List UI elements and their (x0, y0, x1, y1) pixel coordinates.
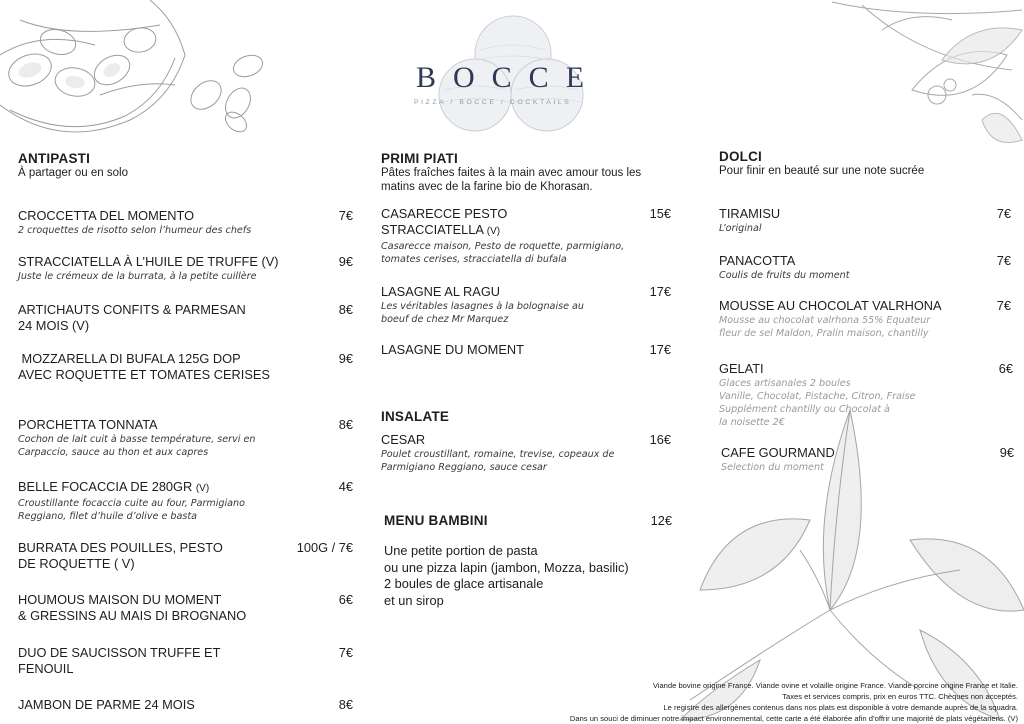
item-description-line-1: Casarecce maison, Pesto de roquette, parmigiano, (381, 241, 625, 252)
item-description-line-1: Glaces artisanales 2 boules (719, 378, 851, 389)
item-name-line-1: MOZZARELLA DI BUFALA 125G DOP (18, 351, 241, 366)
menu-item (381, 284, 671, 326)
item-name-line-2: AVEC ROQUETTE ET TOMATES CERISES (18, 367, 270, 382)
menu-item (18, 697, 353, 713)
insalate-title: INSALATE (381, 409, 450, 424)
antipasti-section (18, 151, 353, 180)
item-name-line-1: ARTICHAUTS CONFITS & PARMESAN (18, 302, 246, 317)
item-name: BELLE FOCACCIA DE 280GR (18, 479, 193, 494)
menu-item (18, 208, 353, 237)
menu-item (719, 298, 1011, 340)
item-description: Coulis de fruits du moment (719, 270, 850, 281)
item-description-line-4: la noisette 2€ (719, 417, 785, 428)
item-name-line-1: BURRATA DES POUILLES, PESTO (18, 540, 223, 555)
item-name-row (381, 222, 671, 240)
item-price: 7€ (338, 208, 353, 223)
item-name: LASAGNE AL RAGU (381, 284, 501, 299)
item-name: GELATI (719, 361, 764, 376)
item-price: 9€ (999, 445, 1014, 460)
item-name: CESAR (381, 432, 426, 447)
menu-item (18, 302, 353, 334)
section-subtitle: À partager ou en solo (18, 167, 128, 179)
item-description: 2 croquettes de risotto selon l’humeur des chefs (18, 225, 252, 236)
item-price: 17€ (649, 342, 671, 357)
item-description-line-2: fleur de sel Maldon, Pralin maison, chantilly (719, 328, 929, 339)
item-price: 8€ (338, 302, 353, 317)
item-price: 4€ (338, 479, 353, 494)
item-name-line-2: & GRESSINS AU MAIS DI BROGNANO (18, 608, 247, 623)
item-price: 15€ (649, 206, 671, 221)
menu-item (18, 645, 353, 677)
item-price: 9€ (338, 254, 353, 269)
item-name-line-1: CASARECCE PESTO (381, 206, 508, 221)
bambini-line: 2 boules de glace artisanale (384, 576, 544, 591)
vegetarian-tag: (V) (486, 226, 501, 237)
menu-item (18, 540, 353, 572)
item-description-line-1: Les véritables lasagnes à la bolognaise au (381, 301, 585, 312)
item-description-line-3: Supplément chantilly ou Chocolat à (719, 404, 890, 415)
item-name-line-2: 24 MOIS (V) (18, 318, 90, 333)
brand-name: BOCCE (416, 61, 602, 94)
item-name-row (18, 479, 353, 497)
item-name-line-2: DE ROQUETTE ( V) (18, 556, 135, 571)
vegetarian-tag: (V) (195, 483, 210, 494)
item-name: LASAGNE DU MOMENT (381, 342, 524, 357)
footer-line: Viande bovine origine France. Viande ovine et volaille origine France. Viande porcine origine France et Italie. (652, 681, 1018, 690)
item-name: STRACCIATELLA À L’HUILE DE TRUFFE (V) (18, 254, 279, 269)
item-price: 17€ (649, 284, 671, 299)
item-description-line-2: tomates cerises, stracciatella di bufala (381, 254, 567, 265)
item-name: PORCHETTA TONNATA (18, 417, 158, 432)
section-title: ANTIPASTI (18, 151, 91, 166)
primi-section (381, 151, 701, 194)
menu-item (721, 445, 1014, 474)
item-name: CROCCETTA DEL MOMENTO (18, 208, 195, 223)
bambini-line: ou une pizza lapin (jambon, Mozza, basilic) (384, 559, 629, 575)
item-name-line-2: FENOUIL (18, 661, 74, 676)
item-description-line-1: Poulet croustillant, romaine, trevise, copeaux de (381, 449, 615, 460)
section-subtitle: Pour finir en beauté sur une note sucrée (719, 165, 925, 177)
item-description-line-1: Croustillante focaccia cuite au four, Parmigiano (18, 498, 246, 509)
item-description-line-1: Mousse au chocolat valrhona 55% Equateur (719, 315, 931, 326)
menu-item (719, 206, 1011, 235)
item-name: TIRAMISU (719, 206, 781, 221)
item-description: Juste le crémeux de la burrata, à la petite cuillère (18, 271, 257, 282)
item-price: 16€ (649, 432, 671, 447)
item-price: 12€ (650, 513, 672, 528)
section-title: MENU BAMBINI (384, 513, 488, 528)
item-description-line-2: Parmigiano Reggiano, sauce cesar (381, 462, 547, 473)
bambini-line: Une petite portion de pasta (384, 543, 538, 558)
olive-bowl-illustration (0, 0, 260, 140)
bambini-line: et un sirop (384, 592, 444, 608)
item-name: JAMBON DE PARME 24 MOIS (18, 697, 195, 712)
leaves-illustration-top-right (822, 0, 1024, 150)
item-name: MOUSSE AU CHOCOLAT VALRHONA (719, 298, 942, 313)
item-price: 8€ (338, 417, 353, 432)
item-name: CAFE GOURMAND (721, 445, 835, 460)
footer-line: Taxes et services compris, prix en euros TTC. Chèques non acceptés. (782, 692, 1018, 701)
item-description-line-2: Carpaccio, sauce au thon et aux capres (18, 447, 209, 458)
menu-item (18, 479, 353, 523)
menu-item (18, 351, 353, 383)
item-description-line-2: Reggiano, filet d’huile d’olive e basta (18, 511, 198, 522)
item-price: 100G / 7€ (296, 540, 353, 555)
footer-line: Dans un souci de diminuer notre impact environnemental, cette carte a été élaborée afin d’offrir une majorité de plats végétariens. (V) (569, 714, 1018, 723)
bambini-section (384, 513, 674, 609)
menu-item (18, 592, 353, 624)
item-description-line-2: boeuf de chez Mr Marquez (381, 314, 509, 325)
footer-line: Le registre des allergènes contenus dans nos plats est disponible à votre demande auprès de la squadra. (663, 703, 1018, 712)
menu-item (381, 342, 671, 358)
item-price: 7€ (996, 206, 1011, 221)
item-price: 7€ (996, 253, 1011, 268)
brand-tagline: PIZZA / BOCCE / COCKTAILS (414, 99, 572, 106)
section-title: PRIMI PIATI (381, 151, 458, 166)
item-price: 6€ (338, 592, 353, 607)
item-price: 6€ (998, 361, 1013, 376)
menu-item (719, 253, 1011, 282)
item-price: 7€ (338, 645, 353, 660)
item-description: Selection du moment (721, 462, 824, 473)
menu-item (18, 417, 353, 459)
section-subtitle-line-2: matins avec de la farine bio de Khorasan. (381, 181, 593, 193)
item-price: 9€ (338, 351, 353, 366)
item-price: 7€ (996, 298, 1011, 313)
menu-item (381, 432, 671, 474)
section-title: DOLCI (719, 149, 762, 164)
item-name: PANACOTTA (719, 253, 796, 268)
item-description: L’original (719, 223, 762, 234)
menu-item (719, 361, 1013, 429)
section-subtitle-line-1: Pâtes fraîches faites à la main avec amour tous les (381, 167, 642, 179)
footer-notes (418, 680, 1018, 724)
menu-item (381, 206, 671, 266)
item-price: 8€ (338, 697, 353, 712)
item-description-line-2: Vanille, Chocolat, Pistache, Citron, Fraise (719, 391, 916, 402)
item-name-line-2: STRACCIATELLA (381, 222, 484, 237)
menu-item (18, 254, 353, 283)
item-description-line-1: Cochon de lait cuit à basse température, servi en (18, 434, 256, 445)
item-name-line-1: HOUMOUS MAISON DU MOMENT (18, 592, 222, 607)
dolci-section (719, 149, 1009, 178)
item-name-line-1: DUO DE SAUCISSON TRUFFE ET (18, 645, 221, 660)
